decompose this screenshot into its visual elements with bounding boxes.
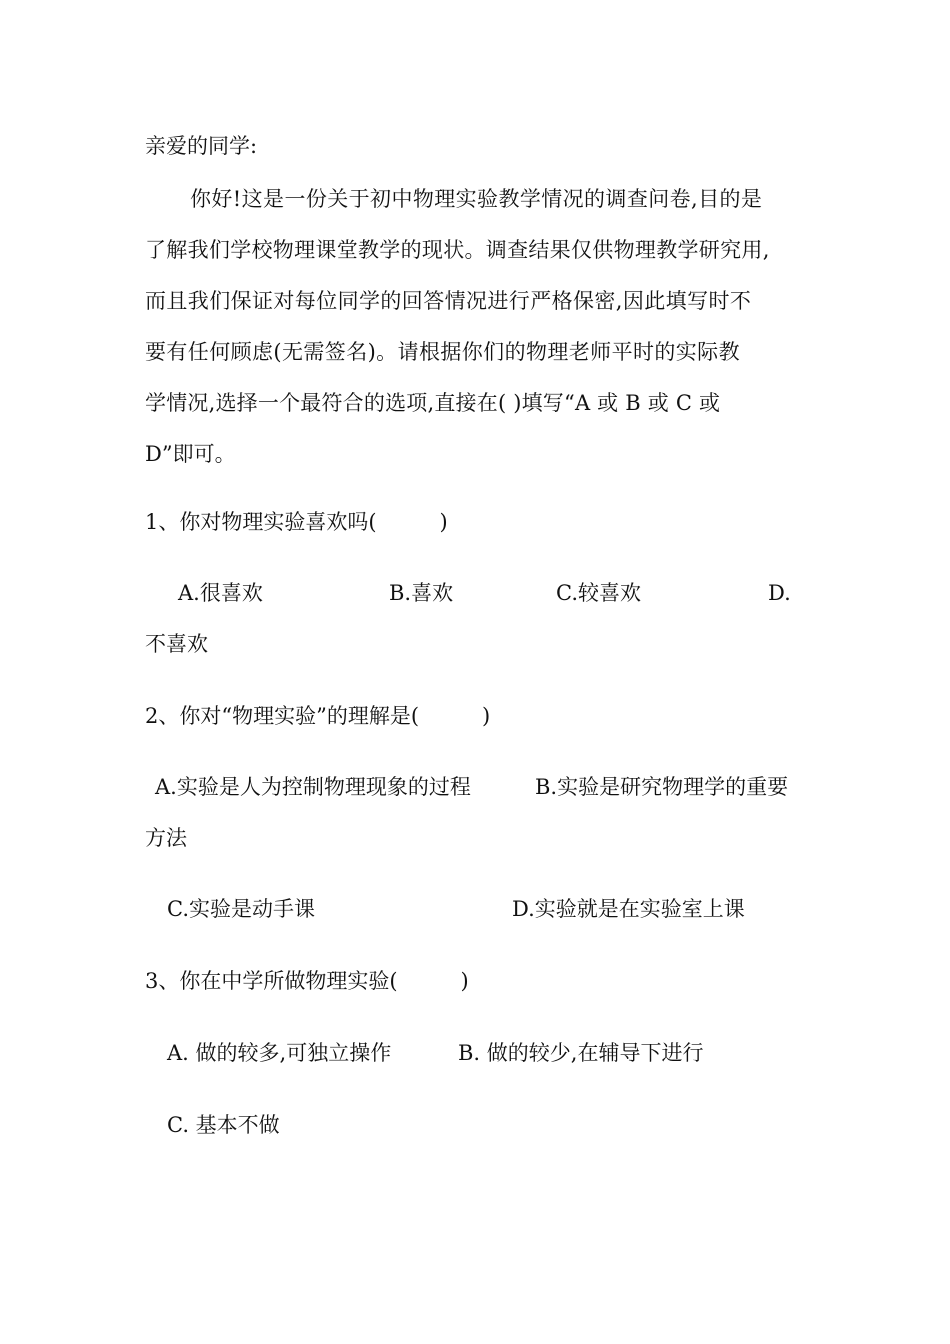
question-2-text: 2、你对“物理实验”的理解是( ) bbox=[145, 704, 491, 728]
question-3-option-b: B. 做的较少,在辅导下进行 bbox=[458, 1041, 704, 1065]
question-1-option-d-text: 不喜欢 bbox=[145, 632, 208, 656]
intro-line: 要有任何顾虑(无需签名)。请根据你们的物理老师平时的实际教 bbox=[145, 340, 740, 364]
question-1-option-a: A.很喜欢 bbox=[178, 581, 263, 605]
intro-line: 你好!这是一份关于初中物理实验教学情况的调查问卷,目的是 bbox=[190, 187, 763, 211]
question-2-option-a: A.实验是人为控制物理现象的过程 bbox=[155, 775, 471, 799]
question-3-option-a: A. 做的较多,可独立操作 bbox=[167, 1041, 392, 1065]
question-1-option-d-label: D. bbox=[768, 581, 791, 605]
question-1-text: 1、你对物理实验喜欢吗( ) bbox=[145, 510, 448, 534]
question-3-option-c: C. 基本不做 bbox=[167, 1113, 280, 1137]
question-2-option-d: D.实验就是在实验室上课 bbox=[512, 897, 745, 921]
question-2-option-c: C.实验是动手课 bbox=[167, 897, 315, 921]
greeting: 亲爱的同学: bbox=[145, 134, 258, 158]
question-2-option-b-continued: 方法 bbox=[145, 826, 187, 850]
question-1-option-c: C.较喜欢 bbox=[556, 581, 641, 605]
intro-line: 了解我们学校物理课堂教学的现状。调查结果仅供物理教学研究用, bbox=[145, 238, 770, 262]
question-3-text: 3、你在中学所做物理实验( ) bbox=[145, 969, 469, 993]
question-2-option-b: B.实验是研究物理学的重要 bbox=[535, 775, 789, 799]
intro-line: D”即可。 bbox=[145, 442, 236, 466]
question-1-option-b: B.喜欢 bbox=[389, 581, 454, 605]
intro-line: 而且我们保证对每位同学的回答情况进行严格保密,因此填写时不 bbox=[145, 289, 752, 313]
intro-line: 学情况,选择一个最符合的选项,直接在( )填写“A 或 B 或 C 或 bbox=[145, 391, 721, 415]
